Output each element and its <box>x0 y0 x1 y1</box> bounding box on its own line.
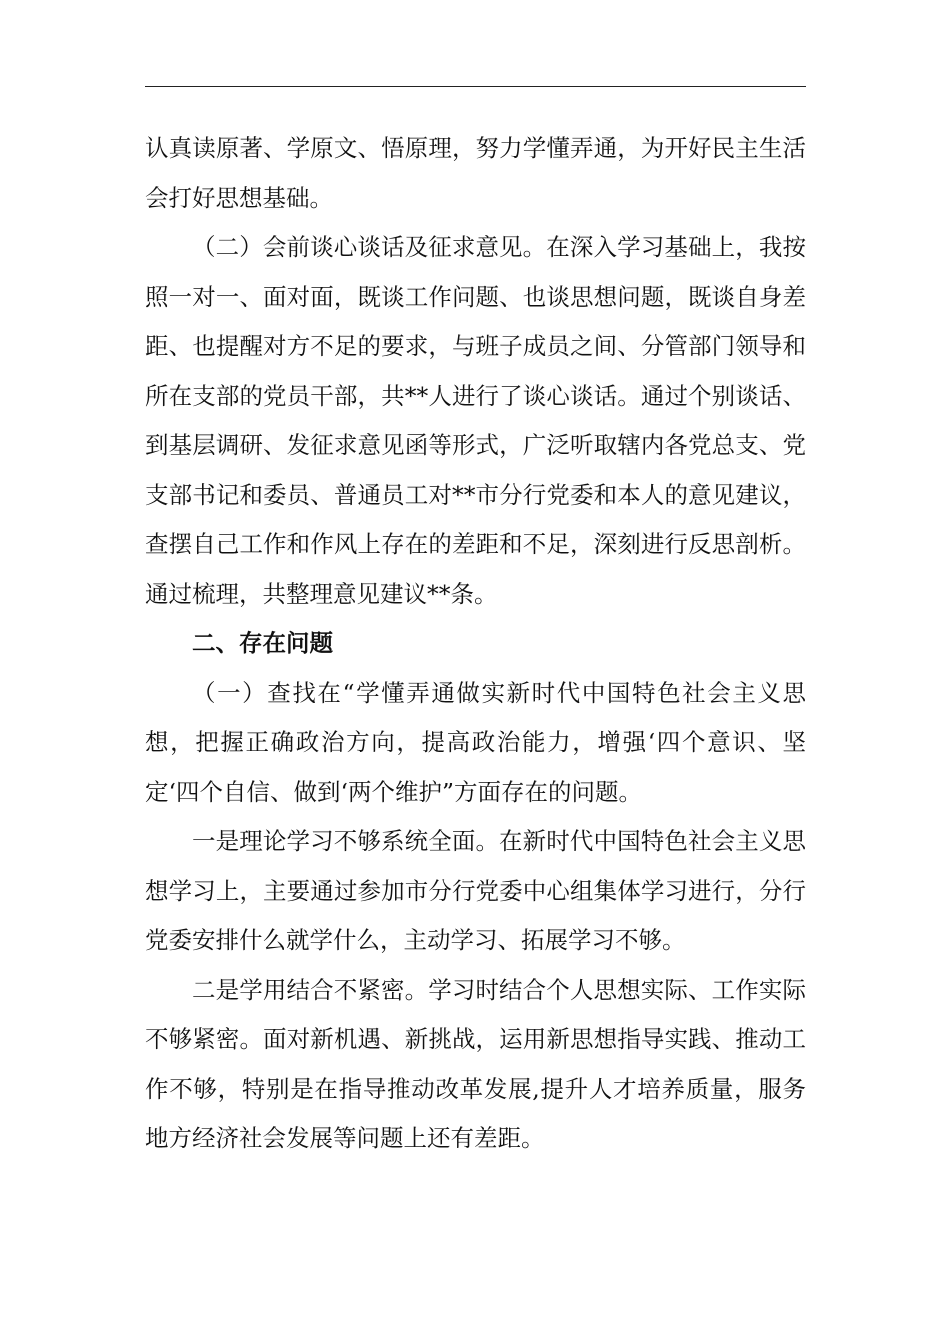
paragraph-pre-meeting-talks: （二）会前谈心谈话及征求意见。在深入学习基础上，我按照一对一、面对面，既谈工作问题、也谈思想问题，既谈自身差距、也提醒对方不足的要求，与班子成员之间、分管部门领导和所在支部的党员干部，共**人进行了谈心谈话。通过个别谈话、到基层调研、发征求意见函等形式，广泛听取辖内各党总支、党支部书记和委员、普通员工对**市分行党委和本人的意见建议，查摆自己工作和作风上存在的差距和不足，深刻进行反思剖析。通过梳理，共整理意见建议**条。 <box>145 233 806 608</box>
paragraph-continuation: 认真读原著、学原文、悟原理，努力学懂弄通，为开好民主生活会打好思想基础。 <box>145 134 806 212</box>
paragraph-point-two: 二是学用结合不紧密。学习时结合个人思想实际、工作实际不够紧密。面对新机遇、新挑战，运用新思想指导实践、推动工作不够，特别是在指导推动改革发展,提升人才培养质量，服务地方经济社会发展等问题上还有差距。 <box>145 975 806 1152</box>
paragraph-point-one: 一是理论学习不够系统全面。在新时代中国特色社会主义思想学习上，主要通过参加市分行党委中心组集体学习进行，分行党委安排什么就学什么，主动学习、拓展学习不够。 <box>145 827 806 954</box>
header-rule <box>145 86 806 87</box>
paragraph-problem-scope: （一）查找在“学懂弄通做实新时代中国特色社会主义思想，把握正确政治方向，提高政治能力，增强‘四个意识、坚定‘四个自信、做到‘两个维护”方面存在的问题。 <box>145 678 806 806</box>
section-heading-existing-problems: 二、存在问题 <box>192 629 333 657</box>
document-body <box>145 124 806 1164</box>
